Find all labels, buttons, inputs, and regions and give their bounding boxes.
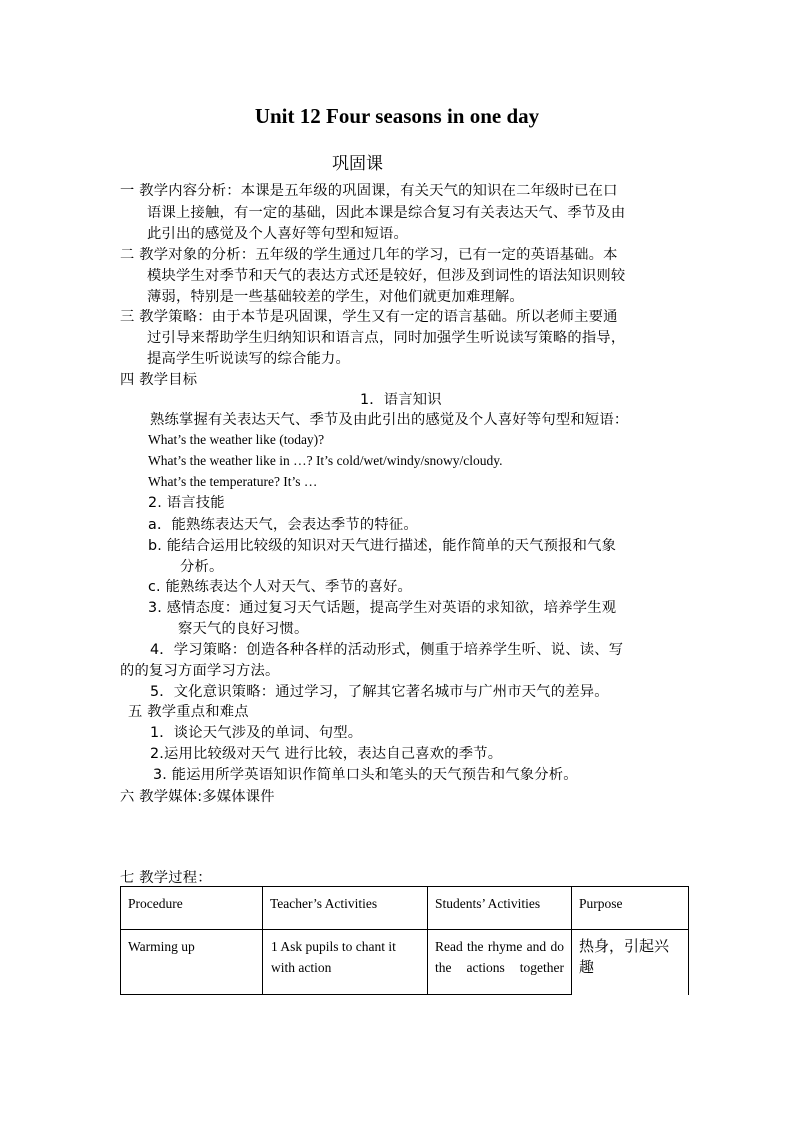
header-procedure: Procedure <box>121 887 263 930</box>
language-knowledge-heading: 1．语言知识 <box>360 392 442 408</box>
strategy-line-1: 4．学习策略：创造各种各样的活动形式，侧重于培养学生听、说、读、写 <box>150 642 624 658</box>
section-3-line-1: 三 教学策略：由于本节是巩固课，学生又有一定的语言基础。所以老师主要通 <box>120 309 618 325</box>
key-point-2: 2.运用比较级对天气 进行比较，表达自己喜欢的季节。 <box>150 746 503 762</box>
skill-a: a．能熟练表达天气，会表达季节的特征。 <box>148 517 418 533</box>
section-7-heading: 七 教学过程： <box>120 870 212 886</box>
teaching-process-table <box>120 886 689 995</box>
table-row <box>121 930 689 995</box>
section-3-line-3: 提高学生听说读写的综合能力。 <box>147 351 350 367</box>
cell-procedure: Warming up <box>121 930 263 995</box>
section-1-line-1: 一 教学内容分析：本课是五年级的巩固课，有关天气的知识在二年级时已在口 <box>120 183 618 199</box>
page-subtitle: 巩固课 <box>332 154 383 174</box>
section-2-line-1: 二 教学对象的分析：五年级的学生通过几年的学习，已有一定的英语基础。本 <box>120 247 618 263</box>
section-2-line-2: 模块学生对季节和天气的表达方式还是较好，但涉及到词性的语法知识则较 <box>147 268 626 284</box>
example-sentence-2: What’s the weather like in …? It’s cold/wet/windy/snowy/cloudy. <box>148 453 503 468</box>
header-purpose: Purpose <box>572 887 689 930</box>
example-sentence-3: What’s the temperature? It’s … <box>148 474 318 489</box>
table-header-row <box>121 887 689 930</box>
culture-strategy: 5．文化意识策略：通过学习，了解其它著名城市与广州市天气的差异。 <box>150 684 609 700</box>
section-1-line-2: 语课上接触，有一定的基础，因此本课是综合复习有关表达天气、季节及由 <box>147 205 626 221</box>
page-title: Unit 12 Four seasons in one day <box>254 104 540 128</box>
section-6-media: 六 教学媒体:多媒体课件 <box>120 789 275 805</box>
skill-c: c. 能熟练表达个人对天气、季节的喜好。 <box>148 579 412 595</box>
attitude-line-1: 3. 感情态度：通过复习天气话题，提高学生对英语的求知欲，培养学生观 <box>148 600 617 616</box>
section-2-line-3: 薄弱，特别是一些基础较差的学生，对他们就更加难理解。 <box>147 289 524 305</box>
header-student-activities: Students’ Activities <box>428 887 572 930</box>
example-sentence-1: What’s the weather like (today)? <box>148 432 325 447</box>
section-3-line-2: 过引导来帮助学生归纳知识和语言点，同时加强学生听说读写策略的指导， <box>147 330 626 346</box>
key-point-3: 3. 能运用所学英语知识作简单口头和笔头的天气预告和气象分析。 <box>153 767 578 783</box>
section-5-heading: 五 教学重点和难点 <box>128 704 249 720</box>
cell-teacher-activity: 1 Ask pupils to chant it with action <box>263 930 428 995</box>
language-knowledge-text: 熟练掌握有关表达天气、季节及由此引出的感觉及个人喜好等句型和短语： <box>150 412 629 428</box>
section-1-line-3: 此引出的感觉及个人喜好等句型和短语。 <box>147 226 408 242</box>
skill-b-line-1: b. 能结合运用比较级的知识对天气进行描述，能作简单的天气预报和气象 <box>148 538 617 554</box>
section-4-heading: 四 教学目标 <box>120 372 198 388</box>
key-point-1: 1．谈论天气涉及的单词、句型。 <box>150 725 363 741</box>
cell-purpose: 热身，引起兴趣 <box>572 930 689 995</box>
cell-student-activity: Read the rhyme and do the actions together <box>428 930 572 995</box>
header-teacher-activities: Teacher’s Activities <box>263 887 428 930</box>
language-skills-heading: 2. 语言技能 <box>148 495 225 511</box>
skill-b-line-2: 分析。 <box>180 559 224 575</box>
strategy-line-2: 的的复习方面学习方法。 <box>120 663 280 679</box>
attitude-line-2: 察天气的良好习惯。 <box>178 621 309 637</box>
